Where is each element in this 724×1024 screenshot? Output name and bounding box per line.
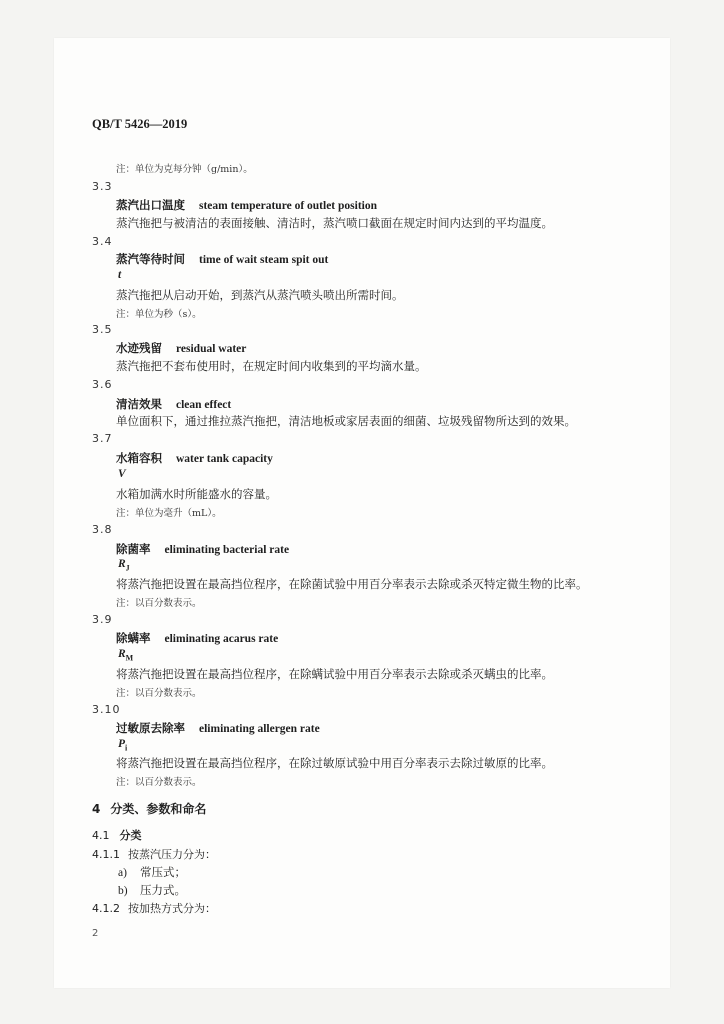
document-header: QB/T 5426—2019 [92, 117, 188, 131]
section-number-3-7: 3.7 [92, 432, 113, 445]
section-number: 4.1.2 [92, 902, 120, 915]
term-en: water tank capacity [176, 453, 273, 465]
note-3-9: 注：以百分数表示。 [116, 688, 202, 699]
term-3-8 [116, 541, 289, 557]
symbol-3-7: V [118, 468, 126, 480]
definition-3-6: 单位面积下，通过推拉蒸汽拖把，清洁地板或家居表面的细菌、垃圾残留物所达到的效果。 [116, 414, 576, 428]
list-item [118, 864, 186, 880]
section-heading-4 [92, 800, 206, 817]
term-zh: 蒸汽等待时间 [116, 252, 185, 266]
section-number: 4.1.1 [92, 848, 120, 861]
section-number-3-10: 3.10 [92, 703, 121, 716]
term-3-9 [116, 630, 278, 646]
term-en: eliminating acarus rate [164, 633, 279, 645]
list-item-label: b) [118, 885, 128, 897]
term-3-7 [116, 450, 273, 466]
list-item [118, 882, 186, 898]
term-zh: 水箱容积 [116, 451, 162, 465]
section-heading-4-1-1 [92, 846, 216, 862]
section-number-3-3: 3.3 [92, 180, 113, 193]
definition-3-8: 将蒸汽拖把设置在最高挡位程序，在除菌试验中用百分率表示去除或杀灭特定微生物的比率。 [116, 577, 588, 591]
section-number: 4 [92, 802, 101, 816]
definition-3-4: 蒸汽拖把从启动开始，到蒸汽从蒸汽喷头喷出所需时间。 [116, 288, 404, 302]
section-number-3-8: 3.8 [92, 523, 113, 536]
section-heading-4-1-2 [92, 900, 216, 916]
page-number: 2 [92, 928, 99, 939]
list-item-text: 压力式。 [140, 883, 186, 897]
term-zh: 蒸汽出口温度 [116, 198, 185, 212]
term-en: clean effect [176, 399, 232, 411]
term-zh: 除菌率 [116, 542, 151, 556]
term-3-10 [116, 720, 320, 736]
section-title: 分类、参数和命名 [110, 802, 207, 816]
section-number-3-9: 3.9 [92, 613, 113, 626]
note-3-8: 注：以百分数表示。 [116, 598, 202, 609]
section-number-3-5: 3.5 [92, 323, 113, 336]
note-unit-gmin: 注：单位为克每分钟（g/min）。 [116, 164, 253, 175]
section-number: 4.1 [92, 829, 110, 842]
term-en: steam temperature of outlet position [199, 200, 378, 212]
term-3-4 [116, 251, 328, 267]
section-title: 按加热方式分为： [128, 902, 216, 915]
list-item-text: 常压式； [140, 865, 186, 879]
term-3-5 [116, 340, 246, 356]
term-zh: 清洁效果 [116, 397, 162, 411]
section-number-3-4: 3.4 [92, 235, 113, 248]
symbol-3-4: t [118, 269, 122, 281]
term-zh: 过敏原去除率 [116, 721, 185, 735]
symbol-3-9: $R_M$ [118, 648, 134, 663]
term-en: eliminating bacterial rate [164, 544, 290, 556]
note-3-7: 注：单位为毫升（mL）。 [116, 508, 222, 519]
section-title: 按蒸汽压力分为： [128, 848, 216, 861]
term-en: time of wait steam spit out [199, 254, 329, 266]
definition-3-10: 将蒸汽拖把设置在最高挡位程序，在除过敏原试验中用百分率表示去除过敏原的比率。 [116, 756, 553, 770]
note-3-4: 注：单位为秒（s）。 [116, 309, 202, 320]
section-number-3-6: 3.6 [92, 378, 113, 391]
note-3-10: 注：以百分数表示。 [116, 777, 202, 788]
definition-3-3: 蒸汽拖把与被清洁的表面接触、清洁时，蒸汽喷口截面在规定时间内达到的平均温度。 [116, 216, 553, 230]
term-zh: 除螨率 [116, 631, 151, 645]
section-heading-4-1 [92, 827, 142, 843]
list-item-label: a) [118, 867, 127, 879]
term-3-6 [116, 396, 231, 412]
definition-3-7: 水箱加满水时所能盛水的容量。 [116, 487, 277, 501]
definition-3-5: 蒸汽拖把不套布使用时，在规定时间内收集到的平均滴水量。 [116, 359, 427, 373]
symbol-3-10: $P_i$ [118, 738, 128, 753]
section-title: 分类 [119, 829, 142, 842]
symbol-3-8: $R_J$ [118, 558, 130, 573]
term-en: residual water [176, 343, 247, 355]
definition-3-9: 将蒸汽拖把设置在最高挡位程序，在除螨试验中用百分率表示去除或杀灭螨虫的比率。 [116, 667, 553, 681]
term-3-3 [116, 197, 377, 213]
term-zh: 水迹残留 [116, 341, 162, 355]
term-en: eliminating allergen rate [199, 723, 320, 735]
